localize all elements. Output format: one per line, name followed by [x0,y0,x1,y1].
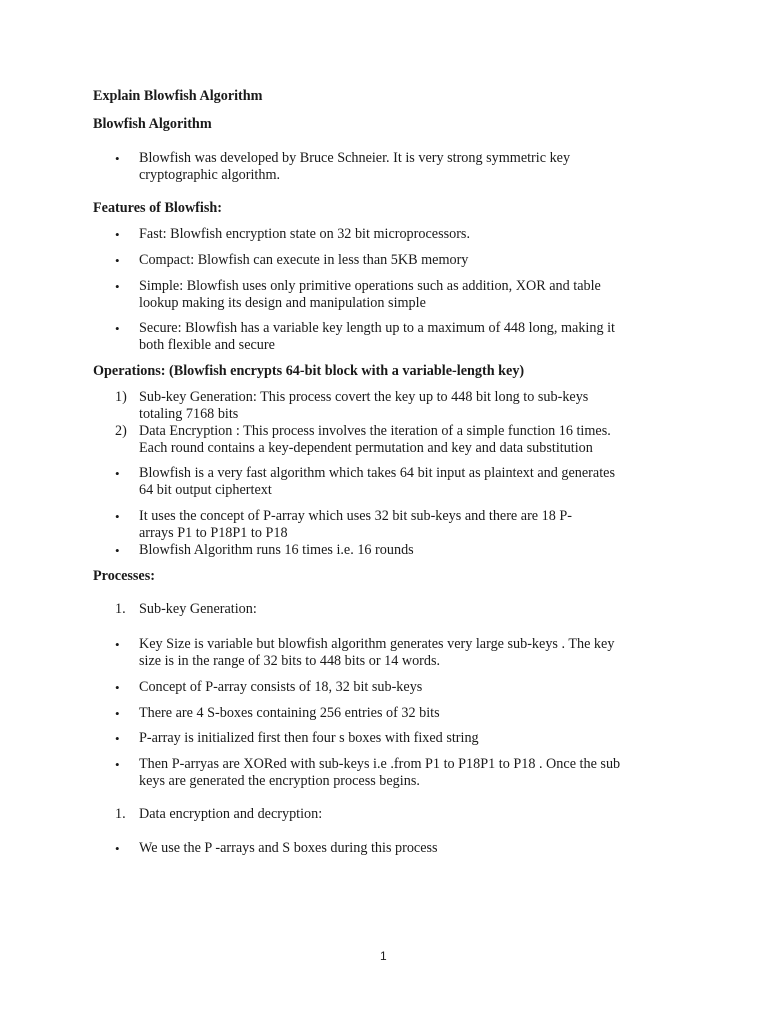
operation-note: It uses the concept of P-array which uses 32 bit sub-keys and there are 18 P- [139,508,572,524]
bullet-icon: • [115,227,120,242]
section-heading-blowfish: Blowfish Algorithm [93,116,212,132]
operation-item: Data Encryption : This process involves the iteration of a simple function 16 times. [139,423,611,439]
list-marker: 1. [115,601,126,617]
section-heading-operations: Operations: (Blowfish encrypts 64-bit block with a variable-length key) [93,363,525,379]
bullet-icon: • [115,321,120,336]
feature-item: Compact: Blowfish can execute in less than 5KB memory [139,252,469,268]
bullet-icon: • [115,680,120,695]
bullet-icon: • [115,706,120,721]
bullet-icon: • [115,841,120,856]
operation-item-continuation: Each round contains a key-dependent permutation and key and data substitution [139,440,593,456]
operation-note-continuation: arrays P1 to P18P1 to P18 [139,525,288,541]
process-item: Key Size is variable but blowfish algorithm generates very large sub-keys . The key [139,636,615,652]
process-item: There are 4 S-boxes containing 256 entries of 32 bits [139,705,440,721]
bullet-icon: • [115,279,120,294]
list-marker: 2) [115,423,127,439]
feature-item: Fast: Blowfish encryption state on 32 bit microprocessors. [139,226,470,242]
process-item: Concept of P-array consists of 18, 32 bit sub-keys [139,679,423,695]
bullet-icon: • [115,509,120,524]
process-item-continuation: size is in the range of 32 bits to 448 bits or 14 words. [139,653,441,669]
intro-line: cryptographic algorithm. [139,167,281,183]
list-marker: 1. [115,806,126,822]
section-heading-features: Features of Blowfish: [93,200,222,216]
feature-item-continuation: lookup making its design and manipulation simple [139,295,426,311]
operation-item: Sub-key Generation: This process covert the key up to 448 bit long to sub-keys [139,389,589,405]
bullet-icon: • [115,637,120,652]
bullet-icon: • [115,151,120,166]
bullet-icon: • [115,466,120,481]
document-title: Explain Blowfish Algorithm [93,88,263,104]
page-number: 1 [380,949,387,963]
feature-item: Secure: Blowfish has a variable key length up to a maximum of 448 long, making it [139,320,615,336]
process-item: Then P-arryas are XORed with sub-keys i.e .from P1 to P18P1 to P18 . Once the sub [139,756,621,772]
section-heading-processes: Processes: [93,568,155,584]
operation-note-continuation: 64 bit output ciphertext [139,482,272,498]
intro-line: Blowfish was developed by Bruce Schneier. It is very strong symmetric key [139,150,571,166]
operation-note: Blowfish Algorithm runs 16 times i.e. 16 rounds [139,542,414,558]
feature-item-continuation: both flexible and secure [139,337,275,353]
feature-item: Simple: Blowfish uses only primitive operations such as addition, XOR and table [139,278,601,294]
operation-item-continuation: totaling 7168 bits [139,406,239,422]
process-item: P-array is initialized first then four s boxes with fixed string [139,730,479,746]
process-title: Sub-key Generation: [139,601,257,617]
list-marker: 1) [115,389,127,405]
process-title: Data encryption and decryption: [139,806,323,822]
bullet-icon: • [115,543,120,558]
bullet-icon: • [115,757,120,772]
process-item-continuation: keys are generated the encryption process begins. [139,773,420,789]
bullet-icon: • [115,253,120,268]
operation-note: Blowfish is a very fast algorithm which takes 64 bit input as plaintext and generates [139,465,615,481]
bullet-icon: • [115,731,120,746]
process-item: We use the P -arrays and S boxes during this process [139,840,438,856]
